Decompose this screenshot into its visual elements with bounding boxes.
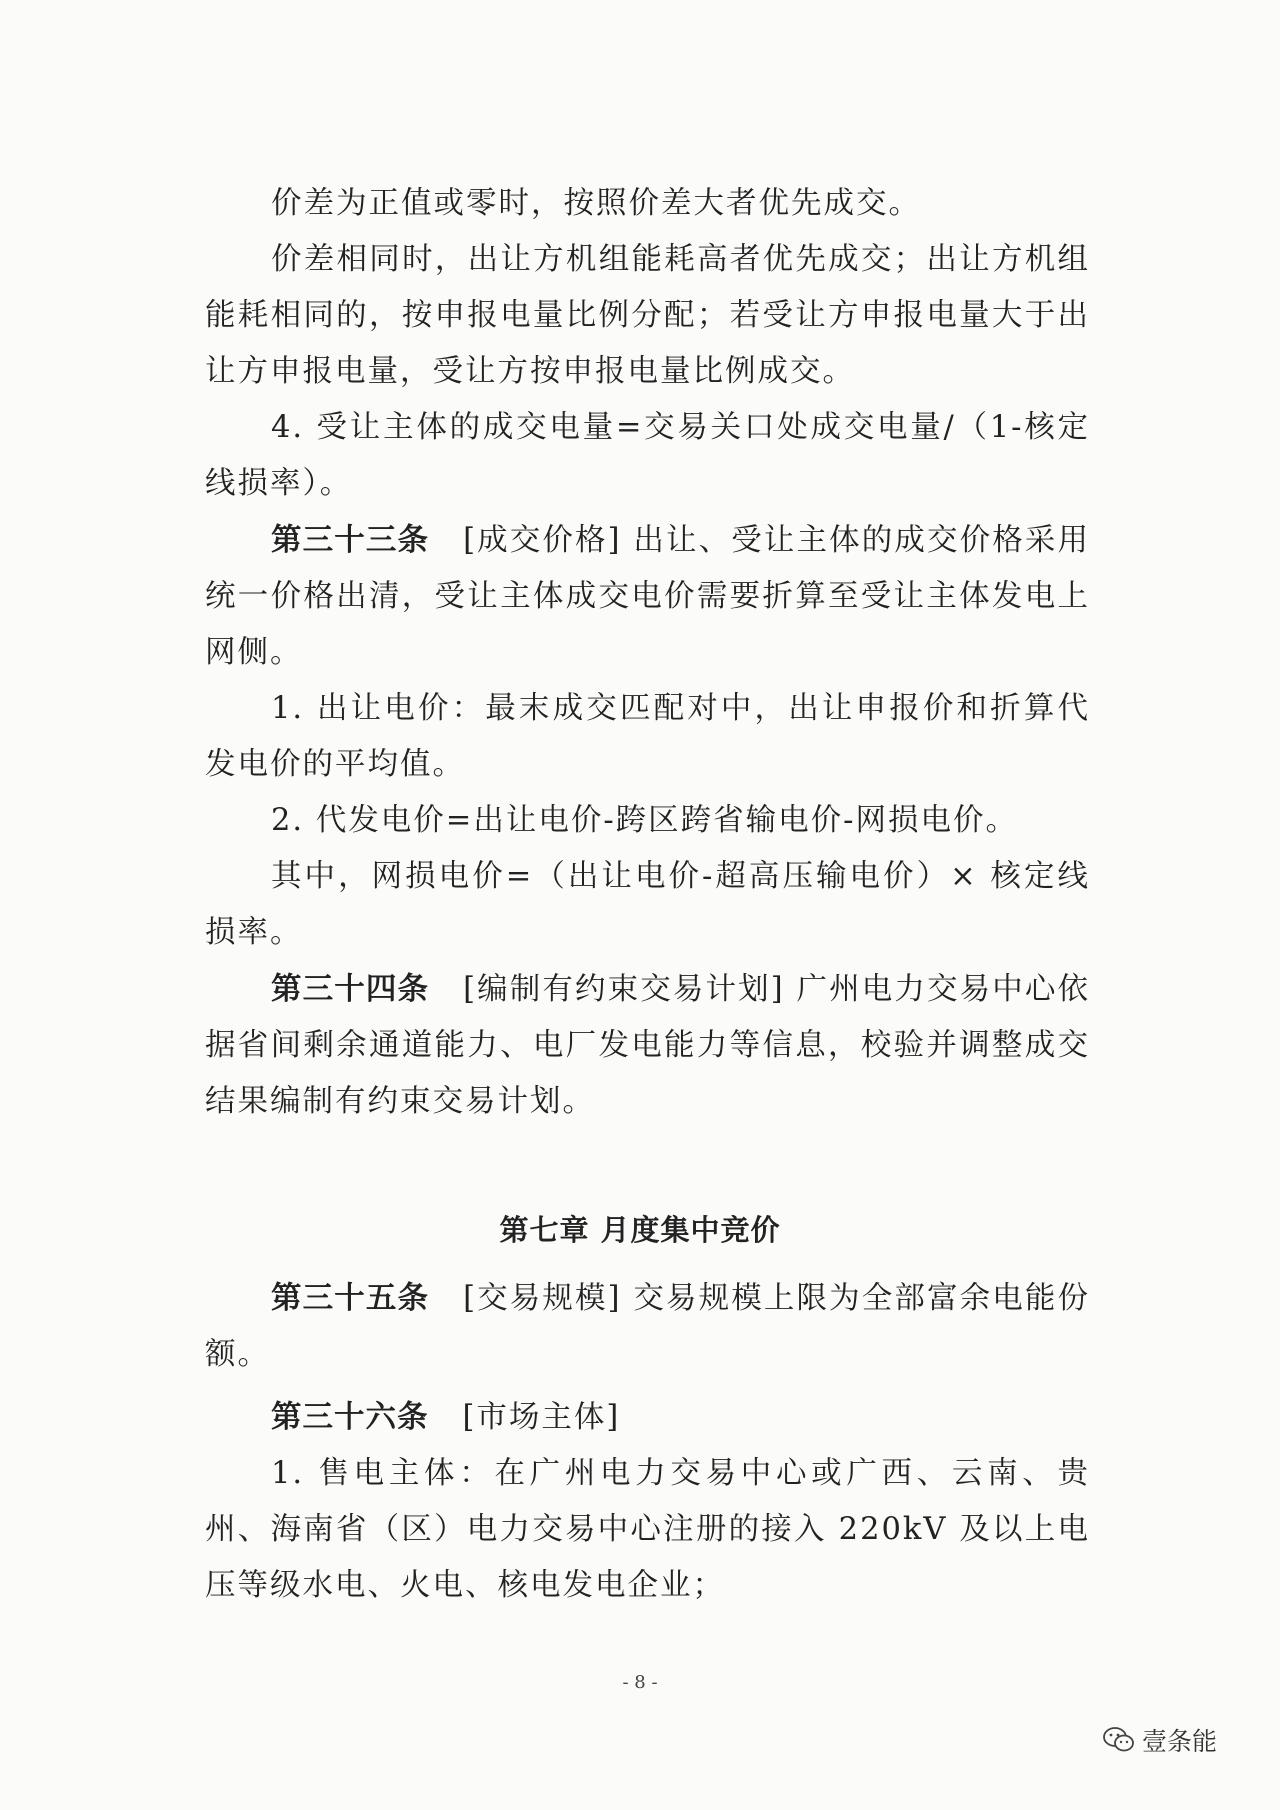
chapter-title: 第七章 月度集中竞价 (499, 1213, 781, 1247)
paragraph: 4. 受让主体的成交电量=交易关口处成交电量/（1-核定线损率）。 (205, 410, 1090, 501)
watermark (1102, 1722, 1217, 1758)
text-block-a (205, 176, 1090, 1130)
article-text: [市场主体] (462, 1400, 621, 1435)
paragraph: 1. 售电主体：在广州电力交易中心或广西、云南、贵州、海南省（区）电力交易中心注册的接入 220kV 及以上电压等级水电、火电、核电发电企业； (205, 1456, 1090, 1603)
article-heading: 第三十三条 (271, 522, 430, 558)
paragraph: 价差相同时，出让方机组能耗高者优先成交；出让方机组能耗相同的，按申报电量比例分配；若受让方申报电量大于出让方申报电量，受让方按申报电量比例成交。 (205, 242, 1090, 389)
article-34 (205, 961, 1090, 1130)
paragraph: 1. 出让电价：最末成交匹配对中，出让申报价和折算代发电价的平均值。 (205, 691, 1090, 782)
article-heading: 第三十五条 (271, 1280, 430, 1316)
article-35 (205, 1270, 1090, 1383)
page-number: - 8 - (622, 1672, 658, 1693)
paragraph: 其中，网损电价=（出让电价-超高压输电价）× 核定线损率。 (205, 859, 1090, 950)
wechat-icon (1102, 1726, 1136, 1754)
paragraph: 价差为正值或零时，按照价差大者优先成交。 (271, 186, 921, 221)
article-33 (205, 512, 1090, 681)
article-text: [交易规模] 交易规模上限为全部富余电能份额。 (205, 1281, 1090, 1372)
paragraph: 2. 代发电价=出让电价-跨区跨省输电价-网损电价。 (271, 803, 1018, 838)
article-heading: 第三十四条 (271, 971, 430, 1007)
article-text: [成交价格] 出让、受让主体的成交价格采用统一价格出清，受让主体成交电价需要折算至受让主体发电上网侧。 (205, 523, 1090, 670)
text-block-b (205, 1270, 1090, 1614)
watermark-text: 壹条能 (1142, 1727, 1218, 1756)
article-36 (205, 1389, 1090, 1446)
article-text: [编制有约束交易计划] 广州电力交易中心依据省间剩余通道能力、电厂发电能力等信息，校验并调整成交结果编制有约束交易计划。 (205, 972, 1090, 1119)
article-heading: 第三十六条 (271, 1399, 429, 1435)
